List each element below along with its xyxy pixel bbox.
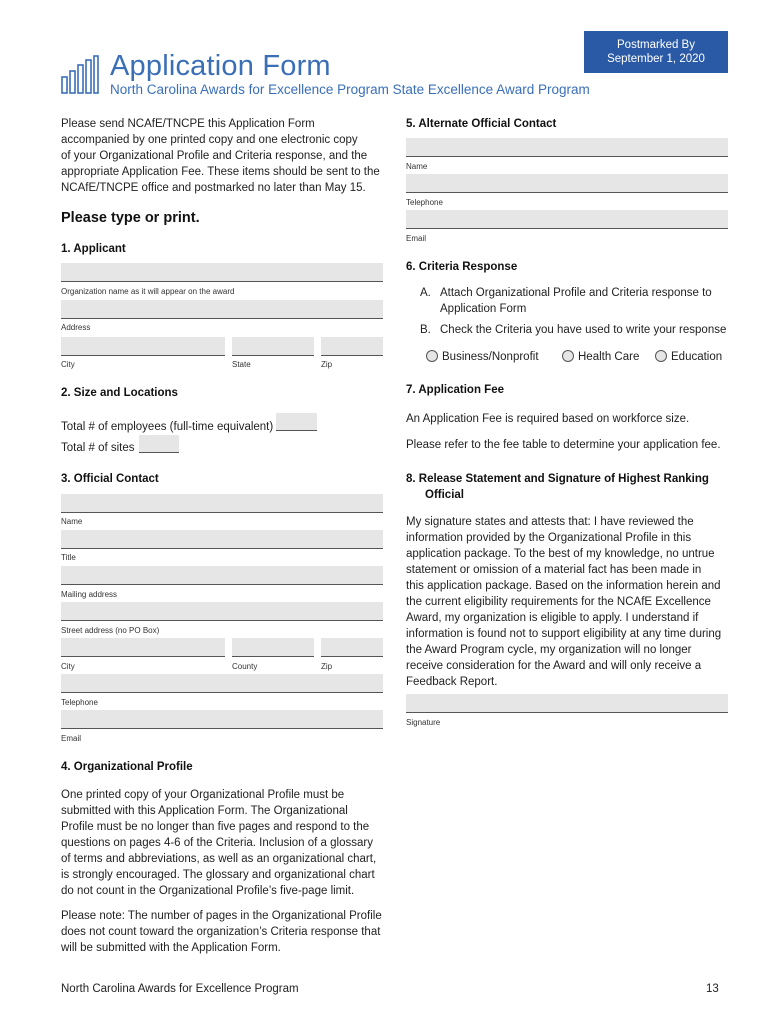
please-type-heading: Please type or print. [61,210,200,226]
official-telephone-input[interactable] [61,674,383,693]
criteria-b-marker: B. [420,324,431,336]
address-input[interactable] [61,300,383,319]
profile-paragraph-1: One printed copy of your Organizational Profile must be submitted with this Application Form. The Organizational Profile must be no longer than five pages and respond to the questions on pages 4-6 of the Criteria. Inclusion of a glossary of terms and abbreviations, as well as an organizational chart, is strongly encouraged. The glossary and organizational chart do not count in the Organizational Profile’s five-page limit. [61,789,377,897]
profile-heading: 4. Organizational Profile [61,761,193,773]
official-telephone-label: Telephone [61,698,98,707]
criteria-option-education[interactable]: Education [655,350,722,363]
alternate-contact-heading: 5. Alternate Official Contact [406,118,557,130]
official-name-label: Name [61,517,83,526]
criteria-a-text: Attach Organizational Profile and Criteria response to Application Form [440,287,712,315]
street-address-label: Street address (no PO Box) [61,626,160,635]
criteria-b-text: Check the Criteria you have used to write your response [440,324,727,336]
criteria-option-health-care[interactable]: Health Care [562,350,639,363]
official-city-label: City [61,662,75,671]
official-name-input[interactable] [61,494,383,513]
release-statement: My signature states and attests that: I have reviewed the information provided by the Organizational Profile in this application package. To the best of my knowledge, no untrue statement or omission of a material fact has been made in this application package. Based on the information herein and the current eligibility requirements for the NCAfE Excellence Award, my organization is eligible to apply. I understand if information is found not to support eligibility at any time during the Award Program cycle, my organization will no longer receive consideration for the Award and will only receive a Feedback Report. [406,516,722,688]
criteria-heading: 6. Criteria Response [406,261,518,273]
page-subtitle: North Carolina Awards for Excellence Program State Excellence Award Program [110,82,590,97]
applicant-city-input[interactable] [61,337,225,356]
alternate-telephone-input[interactable] [406,174,728,193]
criteria-a-marker: A. [420,287,431,299]
official-email-input[interactable] [61,710,383,729]
employees-input[interactable] [276,413,317,431]
alternate-name-label: Name [406,162,428,171]
fee-heading: 7. Application Fee [406,384,504,396]
official-zip-input[interactable] [321,638,383,657]
education-radio[interactable] [655,350,667,362]
official-contact-heading: 3. Official Contact [61,473,159,485]
health-care-radio[interactable] [562,350,574,362]
mailing-address-label: Mailing address [61,590,118,599]
criteria-option-business[interactable]: Business/Nonprofit [426,350,539,363]
alternate-telephone-label: Telephone [406,198,443,207]
applicant-city-label: City [61,360,75,369]
intro-text: Please send NCAfE/TNCPE this Application Form accompanied by one printed copy and one electronic copy of your Organizational Profile and Criteria response, and the appropriate Application Fee. These items should be sent to the NCAfE/TNCPE office and postmarked no later than May 15. [61,118,380,194]
official-zip-label: Zip [321,662,333,671]
page-title: Application Form [110,50,331,82]
street-address-input[interactable] [61,602,383,621]
alternate-email-label: Email [406,234,427,243]
official-title-label: Title [61,553,76,562]
sites-label: Total # of sites [61,442,135,454]
applicant-heading: 1. Applicant [61,243,126,255]
release-heading: 8. Release Statement and Signature of Highest Ranking Official [406,473,709,501]
official-email-label: Email [61,734,82,743]
signature-input[interactable] [406,694,728,713]
postmark-date: September 1, 2020 [607,53,705,65]
alternate-name-input[interactable] [406,138,728,157]
official-county-label: County [232,662,258,671]
employees-label: Total # of employees (full-time equivalent) [61,421,274,433]
signature-label: Signature [406,718,441,727]
address-label: Address [61,323,91,332]
page-number: 13 [706,983,719,995]
bar-logo-icon [60,55,100,95]
organization-name-input[interactable] [61,263,383,282]
alternate-email-input[interactable] [406,210,728,229]
applicant-zip-label: Zip [321,360,333,369]
applicant-zip-input[interactable] [321,337,383,356]
sites-input[interactable] [139,435,179,453]
size-heading: 2. Size and Locations [61,387,178,399]
profile-paragraph-2: Please note: The number of pages in the Organizational Profile does not count toward the organization’s Criteria response that will be submitted with the Application Form. [61,910,382,954]
applicant-state-input[interactable] [232,337,314,356]
postmark-line-1: Postmarked By [617,39,695,51]
fee-line-2: Please refer to the fee table to determine your application fee. [406,439,721,451]
fee-line-1: An Application Fee is required based on workforce size. [406,413,690,425]
official-city-input[interactable] [61,638,225,657]
official-county-input[interactable] [232,638,314,657]
footer-program: North Carolina Awards for Excellence Program [61,983,299,995]
organization-name-label: Organization name as it will appear on the award [61,287,235,296]
postmark-badge [584,31,728,73]
mailing-address-input[interactable] [61,566,383,585]
business-radio[interactable] [426,350,438,362]
applicant-state-label: State [232,360,251,369]
official-title-input[interactable] [61,530,383,549]
